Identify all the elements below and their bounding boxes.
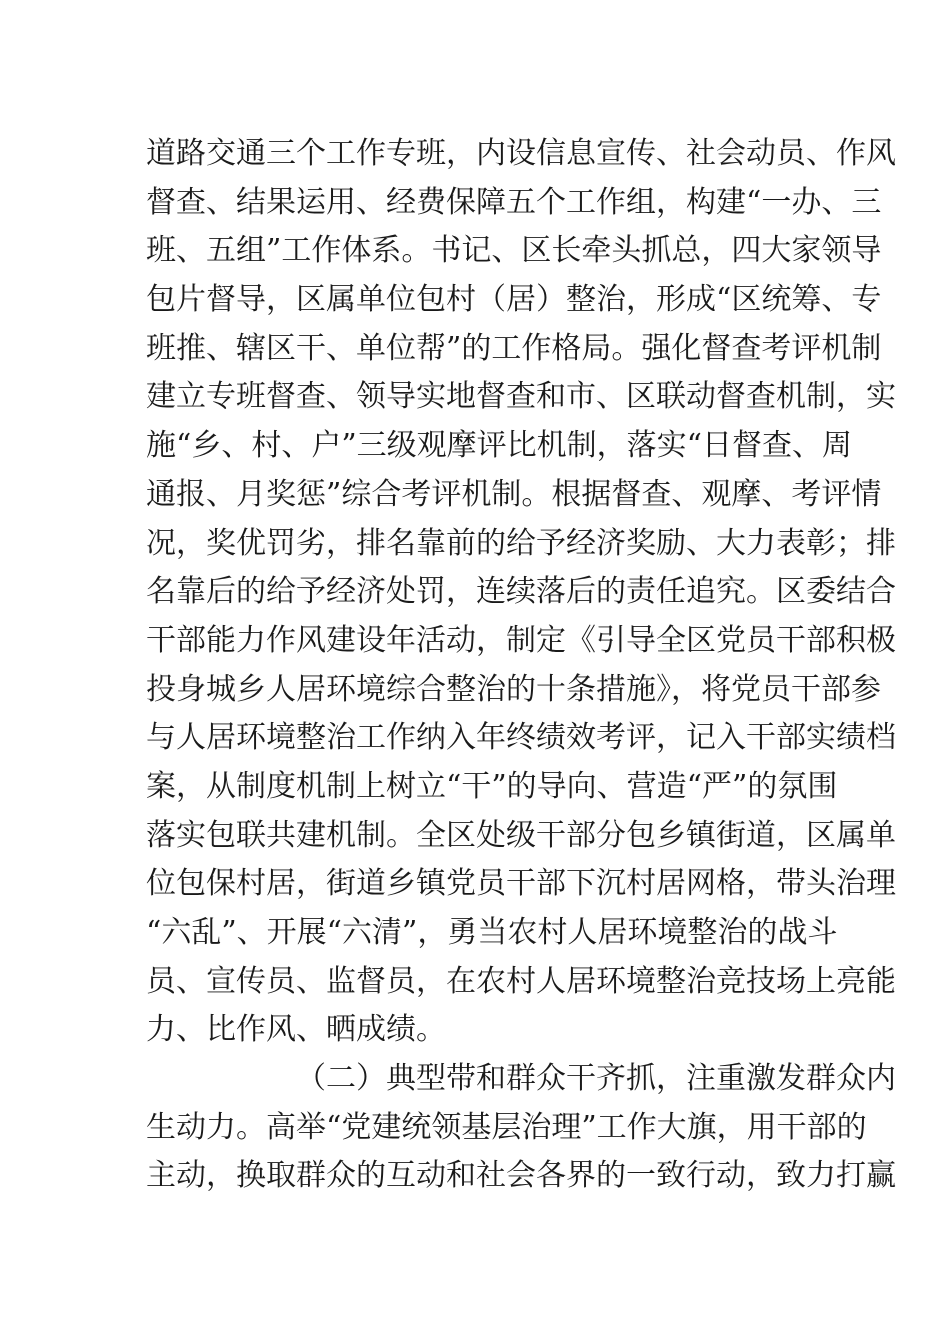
- section-heading-line: （二）典型带和群众干齐抓，注重激发群众内: [296, 1061, 896, 1097]
- text-line: 与人居环境整治工作纳入年终绩效考评，记入干部实绩档: [146, 720, 896, 756]
- text-line: 主动，换取群众的互动和社会各界的一致行动，致力打赢: [146, 1158, 896, 1194]
- text-line: 落实包联共建机制。全区处级干部分包乡镇街道，区属单: [146, 817, 896, 853]
- body-text: [146, 130, 896, 1201]
- text-line: 况，奖优罚劣，排名靠前的给予经济奖励、大力表彰；排: [146, 525, 896, 561]
- text-line: 施“乡、村、户”三级观摩评比机制，落实“日督查、周: [146, 428, 853, 464]
- text-line: 包片督导，区属单位包村（居）整治，形成“区统筹、专: [146, 282, 882, 318]
- text-line: 名靠后的给予经济处罚，连续落后的责任追究。区委结合: [146, 574, 896, 610]
- text-line: 力、比作风、晒成绩。: [146, 1012, 446, 1048]
- text-line: 班、五组”工作体系。书记、区长牵头抓总，四大家领导: [146, 233, 882, 269]
- text-line: 建立专班督查、领导实地督查和市、区联动督查机制，实: [146, 379, 896, 415]
- text-line: 通报、月奖惩”综合考评机制。根据督查、观摩、考评情: [146, 476, 882, 512]
- text-line: “六乱”、开展“六清”，勇当农村人居环境整治的战斗: [146, 915, 838, 950]
- text-line: 员、宣传员、监督员，在农村人居环境整治竞技场上亮能: [146, 963, 896, 999]
- text-line: 班推、辖区干、单位帮”的工作格局。强化督查考评机制: [146, 330, 882, 366]
- text-line: 案，从制度机制上树立“干”的导向、营造“严”的氛围: [146, 768, 838, 804]
- text-line: 督查、结果运用、经费保障五个工作组，构建“一办、三: [146, 184, 882, 220]
- text-line: 道路交通三个工作专班，内设信息宣传、社会动员、作风: [146, 136, 896, 171]
- text-line: 干部能力作风建设年活动，制定《引导全区党员干部积极: [146, 622, 896, 658]
- text-line: 生动力。高举“党建统领基层治理”工作大旗，用干部的: [146, 1109, 867, 1145]
- text-line: 位包保村居，街道乡镇党员干部下沉村居网格，带头治理: [146, 866, 896, 902]
- text-line: 投身城乡人居环境综合整治的十条措施》，将党员干部参: [146, 671, 881, 707]
